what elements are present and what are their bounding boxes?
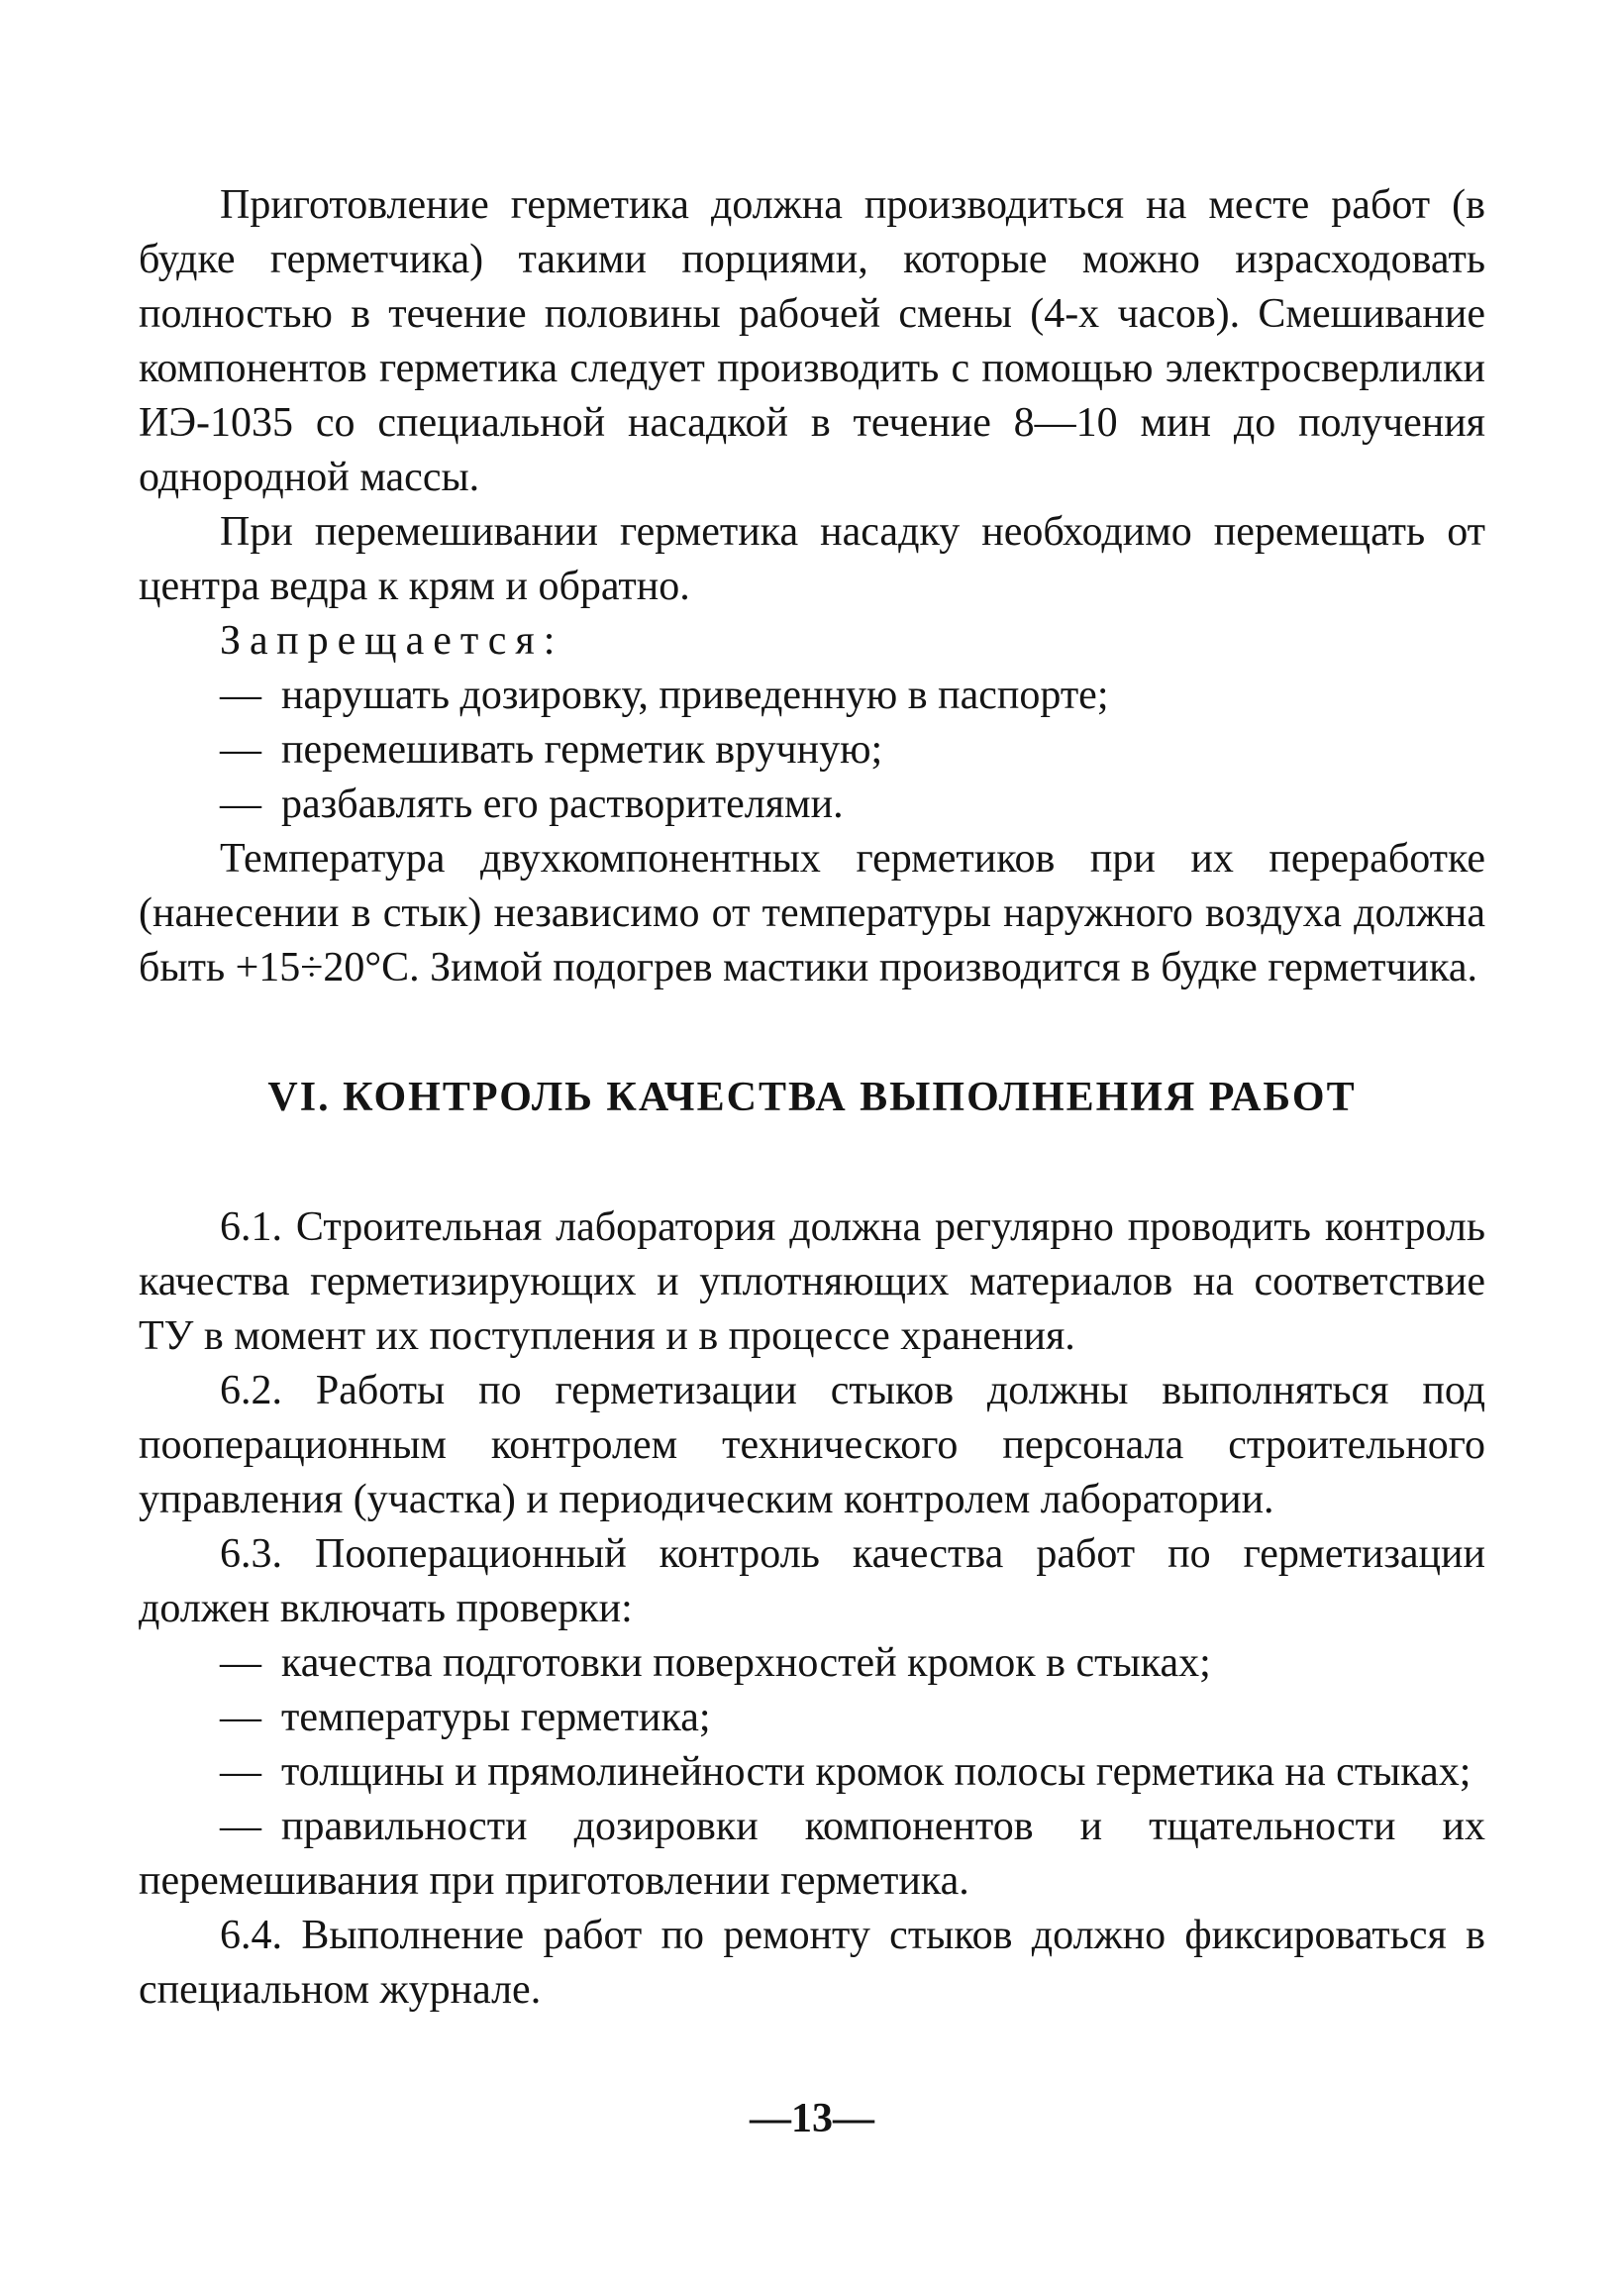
list-item (139, 1636, 1485, 1691)
section-heading: VI. КОНТРОЛЬ КАЧЕСТВА ВЫПОЛНЕНИЯ РАБОТ (267, 1075, 1357, 1120)
dash-marker: — (220, 1749, 261, 1795)
list-item (139, 1800, 1485, 1909)
list-item-text: качества подготовки поверхностей кромок в стыках; (281, 1640, 1211, 1686)
paragraph-temperature: Температура двухкомпонентных герметиков при их переработке (нанесении в стык) независимо от температуры наружного воздуха должна быть +15÷20°С. Зимой подогрев мастики производится в будке герметчика. (139, 836, 1485, 990)
prohibited-list (139, 669, 1485, 832)
paragraph-6-3: 6.3. Пооперационный контроль качества работ по герметизации должен включать проверки: (139, 1531, 1485, 1631)
list-item (139, 1745, 1485, 1800)
prohibited-label: Запрещается: (220, 618, 564, 664)
dash-marker: — (220, 1695, 261, 1740)
list-item-text: перемешивать герметик вручную; (281, 727, 883, 773)
paragraph-6-1: 6.1. Строительная лаборатория должна регулярно проводить контроль качества герметизирующих и уплотняющих материалов на соответствие ТУ в момент их поступления и в процессе хранения. (139, 1204, 1485, 1359)
dash-marker: — (220, 781, 261, 827)
paragraph-6-2: 6.2. Работы по герметизации стыков должны выполняться под пооперационным контролем технического персонала строительного управления (участка) и периодическим контролем лаборатории. (139, 1368, 1485, 1522)
paragraph-mixing-direction: При перемешивании герметика насадку необходимо перемещать от центра ведра к крям и обратно. (139, 509, 1485, 609)
list-item-text: правильности дозировки компонентов и тщательности их перемешивания при приготовлении герметика. (139, 1804, 1485, 1904)
list-item (139, 723, 1485, 778)
list-item (139, 778, 1485, 832)
list-item-text: разбавлять его растворителями. (281, 781, 844, 827)
checks-list (139, 1636, 1485, 1909)
paragraph-6-4: 6.4. Выполнение работ по ремонту стыков должно фиксироваться в специальном журнале. (139, 1913, 1485, 2013)
dash-marker: — (220, 673, 261, 718)
paragraph-sealant-preparation: Приготовление герметика должна производиться на месте работ (в будке герметчика) такими порциями, которые можно израсходовать полностью в течение половины рабочей смены (4-х часов). Смешивание компонентов герметика следует производить с помощью электросверлилки ИЭ-1035 со специальной насадкой в течение 8—10 мин до получения однородной массы. (139, 182, 1485, 500)
document-page (139, 178, 1485, 2018)
list-item-text: температуры герметика; (281, 1695, 711, 1740)
list-item (139, 1691, 1485, 1745)
dash-marker: — (220, 1804, 261, 1849)
dash-marker: — (220, 1640, 261, 1686)
list-item-text: толщины и прямолинейности кромок полосы герметика на стыках; (281, 1749, 1472, 1795)
page-number: —13— (750, 2096, 874, 2141)
dash-marker: — (220, 727, 261, 773)
list-item (139, 669, 1485, 723)
list-item-text: нарушать дозировку, приведенную в паспорте; (281, 673, 1109, 718)
